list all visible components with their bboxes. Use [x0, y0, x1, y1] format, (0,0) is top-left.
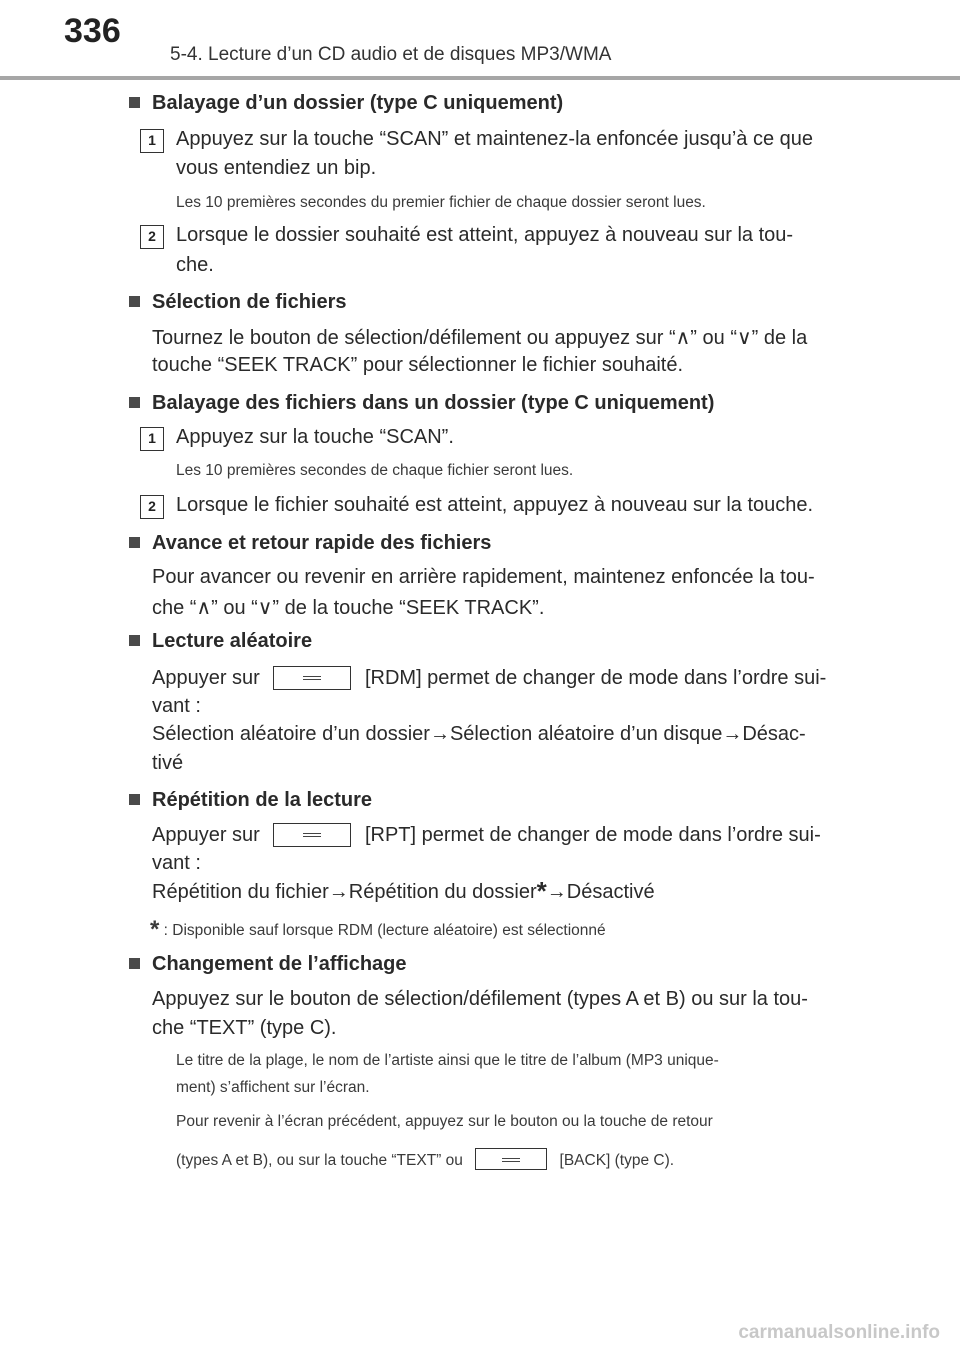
body-text-fragment: [RDM] permet de changer de mode dans l’ordre sui-	[364, 667, 827, 689]
body-text	[152, 874, 655, 905]
section-title-fast-forward: Avance et retour rapide des fichiers	[152, 532, 492, 554]
back-button-icon	[475, 1148, 547, 1170]
body-text: Tournez le bouton de sélection/défilement ou appuyez sur “∧” ou “∨” de la	[152, 327, 808, 349]
section-title-display-change: Changement de l’affichage	[152, 953, 407, 975]
body-text: tivé	[152, 752, 184, 774]
body-text: Sélection aléatoire d’un dossier→Sélection aléatoire d’un disque→Désac-	[152, 723, 806, 745]
body-text-fragment: Appuyer sur	[152, 824, 260, 846]
bullet-square-icon	[129, 958, 140, 969]
step-text: vous entendiez un bip.	[176, 157, 377, 179]
body-text-fragment: [RPT] permet de changer de mode dans l’ordre sui-	[364, 824, 821, 846]
note-text: ment) s’affichent sur l’écran.	[176, 1079, 370, 1096]
watermark-text: carmanualsonline.info	[738, 1322, 940, 1343]
bullet-square-icon	[129, 397, 140, 408]
body-text-fragment: Répétition du fichier→Répétition du dossier	[152, 881, 537, 903]
note-text: Pour revenir à l’écran précédent, appuyez sur le bouton ou la touche de retour	[176, 1113, 713, 1130]
note-text: Le titre de la plage, le nom de l’artiste ainsi que le titre de l’album (MP3 unique-	[176, 1052, 719, 1069]
step-text: Appuyez sur la touche “SCAN”.	[176, 426, 454, 448]
section-title-file-selection: Sélection de fichiers	[152, 291, 347, 313]
bullet-square-icon	[129, 97, 140, 108]
page-header	[0, 0, 960, 80]
note-text: Les 10 premières secondes du premier fichier de chaque dossier seront lues.	[176, 194, 706, 211]
body-text: che “TEXT” (type C).	[152, 1017, 337, 1039]
bullet-square-icon	[129, 635, 140, 646]
body-text	[152, 666, 826, 690]
header-rule	[0, 76, 960, 80]
step-number: 2	[140, 495, 164, 519]
body-text: che “∧” ou “∨” de la touche “SEEK TRACK”.	[152, 597, 545, 619]
body-text: vant :	[152, 852, 201, 874]
body-text-fragment: →Désactivé	[546, 881, 655, 903]
chapter-title: 5-4. Lecture d’un CD audio et de disques MP3/WMA	[170, 44, 612, 65]
note-text	[176, 1148, 674, 1170]
body-text: Pour avancer ou revenir en arrière rapidement, maintenez enfoncée la tou-	[152, 566, 815, 588]
step-text: Lorsque le fichier souhaité est atteint, appuyez à nouveau sur la touche.	[176, 494, 814, 516]
bullet-square-icon	[129, 296, 140, 307]
step-text: Appuyez sur la touche “SCAN” et maintenez-la enfoncée jusqu’à ce que	[176, 128, 814, 150]
rdm-button-icon	[273, 666, 351, 690]
step-number: 2	[140, 225, 164, 249]
body-text: vant :	[152, 695, 201, 717]
note-text: Les 10 premières secondes de chaque fichier seront lues.	[176, 462, 574, 479]
step-number: 1	[140, 129, 164, 153]
step-number: 1	[140, 427, 164, 451]
note-text-fragment: [BACK] (type C).	[559, 1152, 675, 1169]
section-title-repeat-playback: Répétition de la lecture	[152, 789, 373, 811]
body-text: Appuyez sur le bouton de sélection/défilement (types A et B) ou sur la tou-	[152, 988, 808, 1010]
bullet-square-icon	[129, 794, 140, 805]
section-title-folder-scan: Balayage d’un dossier (type C uniquement)	[152, 92, 564, 114]
footnote	[150, 914, 606, 942]
note-text-fragment: (types A et B), ou sur la touche “TEXT” ou	[176, 1152, 463, 1169]
body-text: touche “SEEK TRACK” pour sélectionner le fichier souhaité.	[152, 354, 684, 376]
step-text: Lorsque le dossier souhaité est atteint, appuyez à nouveau sur la tou-	[176, 224, 794, 246]
footnote-text: : Disponible sauf lorsque RDM (lecture aléatoire) est sélectionné	[163, 922, 606, 939]
body-text	[152, 823, 821, 847]
asterisk-mark: *	[536, 876, 547, 906]
step-text: che.	[176, 254, 214, 276]
asterisk-mark: *	[150, 916, 160, 943]
rpt-button-icon	[273, 823, 351, 847]
page-number: 336	[64, 12, 121, 50]
body-text-fragment: Appuyer sur	[152, 667, 260, 689]
section-title-random-playback: Lecture aléatoire	[152, 630, 313, 652]
section-title-files-scan: Balayage des fichiers dans un dossier (type C uniquement)	[152, 392, 715, 414]
bullet-square-icon	[129, 537, 140, 548]
